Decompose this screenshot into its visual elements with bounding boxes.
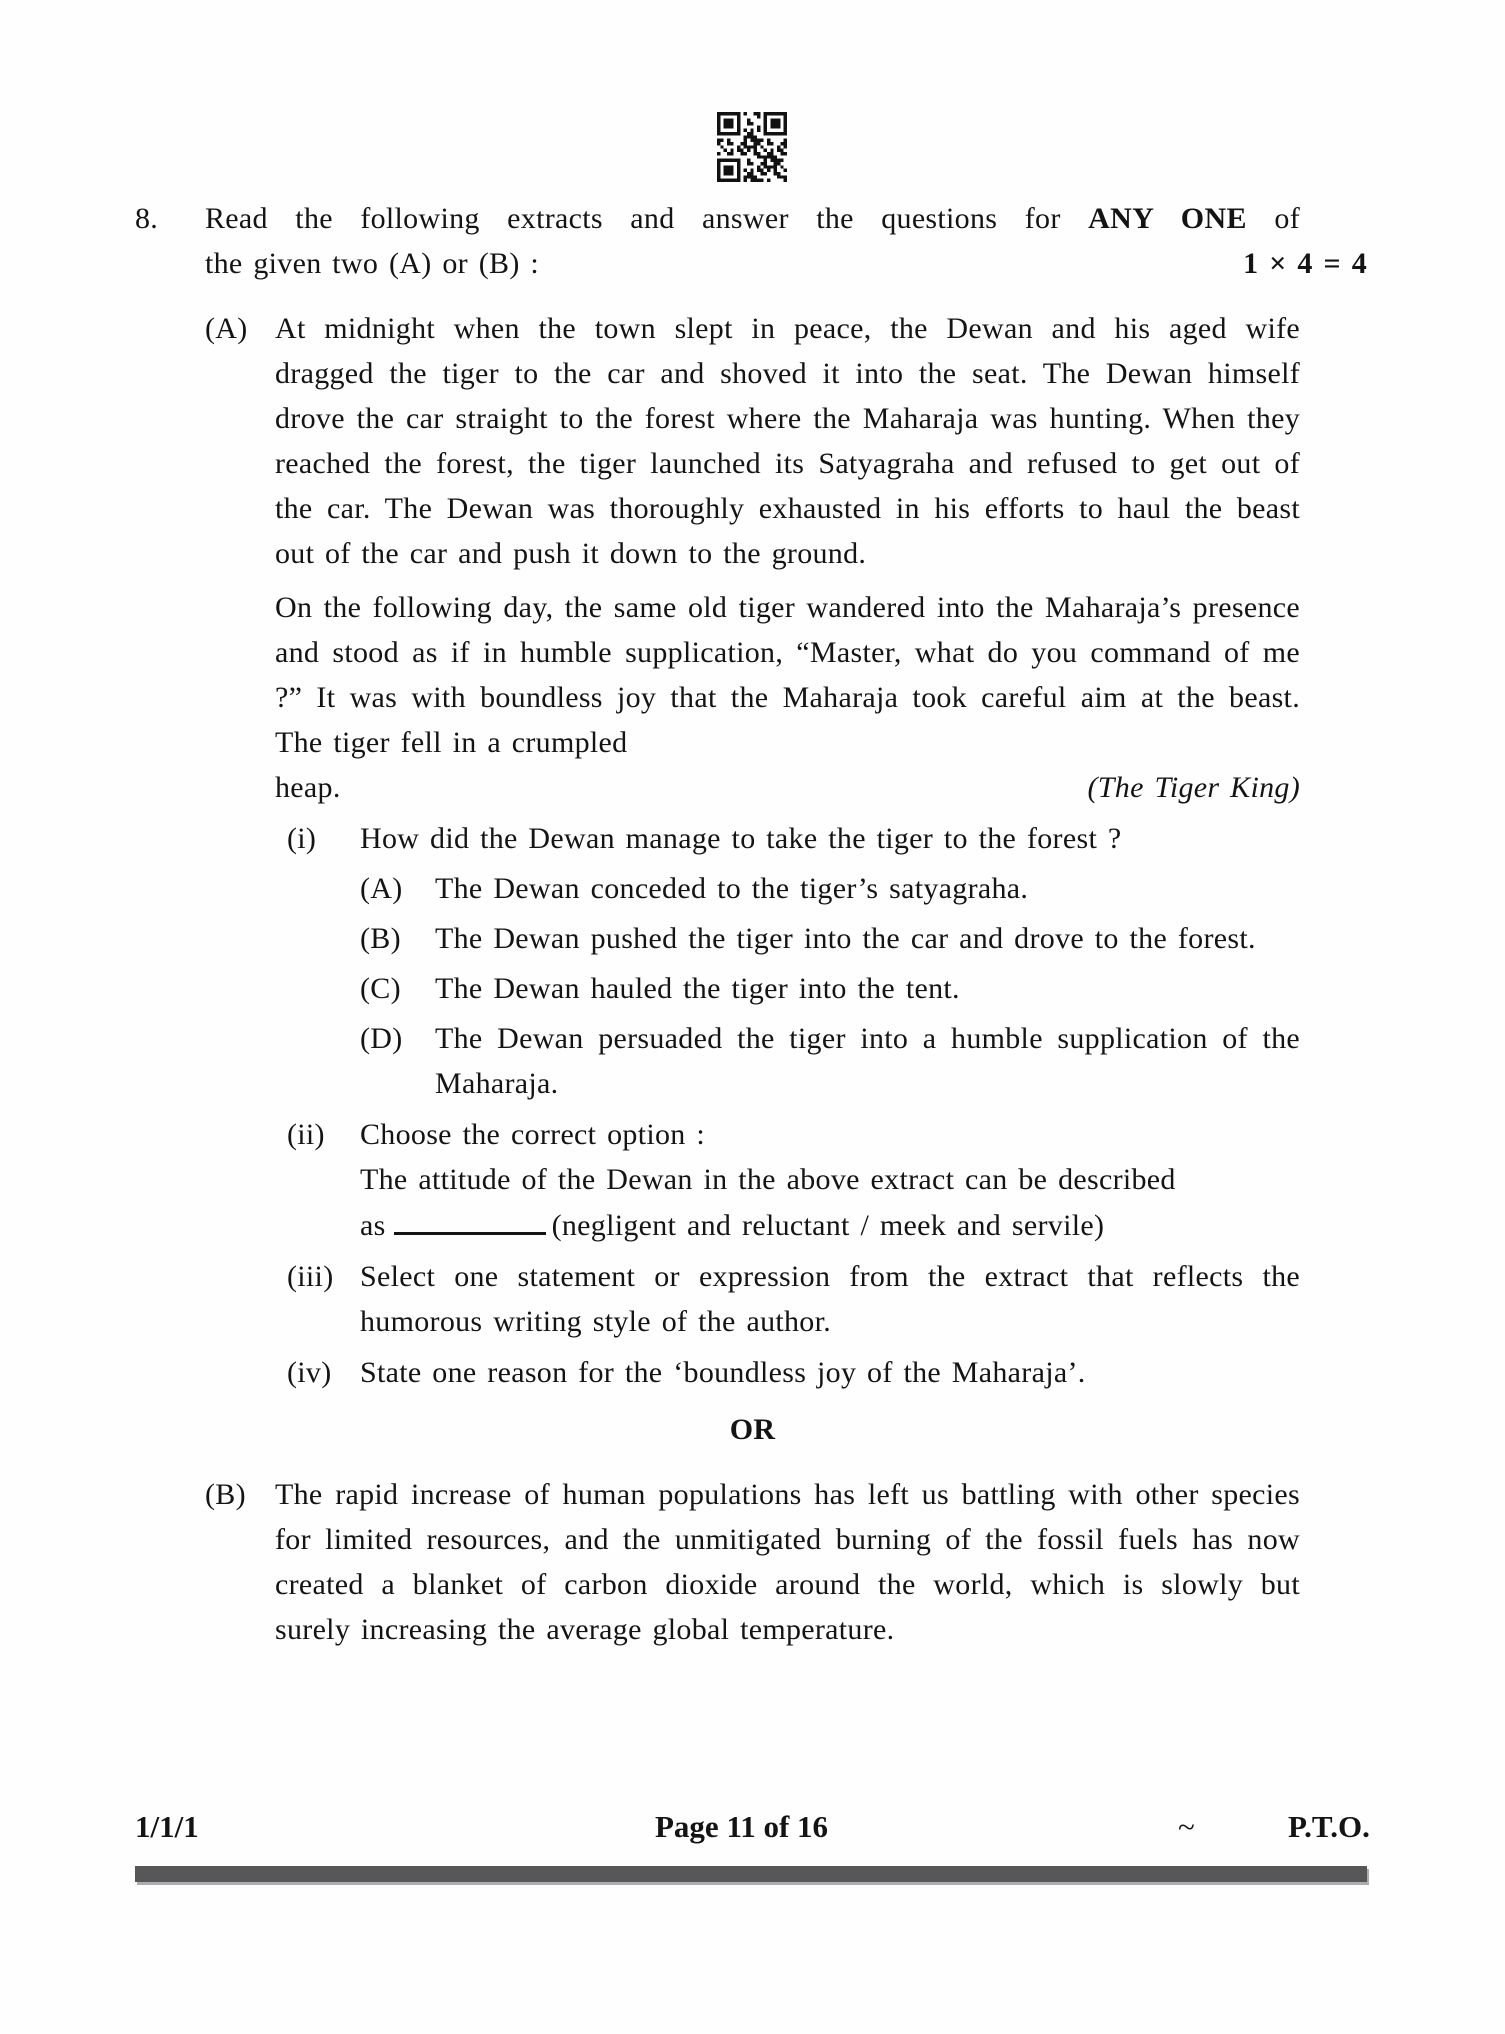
sub-question-iv bbox=[287, 1350, 1300, 1395]
sub-question-i-text: How did the Dewan manage to take the tiger to the forest ? bbox=[360, 822, 1122, 855]
footer-divider-bar bbox=[135, 1866, 1367, 1882]
option-a-text: The Dewan conceded to the tiger’s satyagraha. bbox=[435, 872, 1029, 905]
sub-question-ii-line1: Choose the correct option : bbox=[360, 1118, 706, 1151]
extract-b-label: (B) bbox=[205, 1478, 246, 1511]
extract-b-paragraph-1: The rapid increase of human populations has left us battling with other species for limited resources, and the unmitigated burning of the fossil fuels has now created a blanket of carbon dioxide around the world, which is slowly but surely increasing the average global temperature. bbox=[275, 1478, 1300, 1646]
sub-question-iii-text: Select one statement or expression from the extract that reflects the humorous writing style of the author. bbox=[360, 1260, 1300, 1338]
option-a-label: (A) bbox=[360, 872, 403, 905]
question-intro-line2: the given two (A) or (B) : bbox=[205, 247, 540, 280]
intro-text: Read the following extracts and answer the questions for bbox=[205, 202, 1089, 235]
fill-in-blank-line bbox=[394, 1202, 546, 1235]
page-content bbox=[135, 196, 1367, 1652]
option-c bbox=[360, 966, 1300, 1011]
sub-question-i bbox=[287, 816, 1300, 1106]
option-b-text: The Dewan pushed the tiger into the car and drove to the forest. bbox=[435, 922, 1256, 955]
question-number: 8. bbox=[135, 202, 159, 235]
extract-b bbox=[205, 1472, 1367, 1652]
option-a bbox=[360, 866, 1300, 911]
extract-a-label: (A) bbox=[205, 312, 248, 345]
sub-question-iv-text: State one reason for the ‘boundless joy of the Maharaja’. bbox=[360, 1356, 1086, 1389]
page-number: Page 11 of 16 bbox=[655, 1809, 829, 1844]
source-attribution: (The Tiger King) bbox=[1087, 771, 1300, 804]
sub-question-ii-line2: The attitude of the Dewan in the above extract can be described bbox=[360, 1163, 1176, 1196]
intro-text-post: of bbox=[1246, 202, 1300, 235]
option-b bbox=[360, 916, 1300, 961]
footer-tilde: ~ bbox=[1178, 1809, 1195, 1844]
sub-question-iv-number: (iv) bbox=[287, 1356, 332, 1389]
option-d-label: (D) bbox=[360, 1022, 403, 1055]
question-intro-line1 bbox=[205, 196, 1300, 241]
extract-a-paragraph-2: On the following day, the same old tiger wandered into the Maharaja’s presence and stood as if in humble supplication, “Master, what do you command of me ?” It was with boundless joy that the Maharaja took careful aim at the beast. The tiger fell in a crumpled bbox=[275, 591, 1300, 759]
extract-a-paragraph-2-last: heap. bbox=[275, 771, 341, 804]
option-c-label: (C) bbox=[360, 972, 401, 1005]
marks-allocation: 1 × 4 = 4 bbox=[1243, 247, 1367, 280]
sub-question-i-number: (i) bbox=[287, 822, 317, 855]
question-8 bbox=[135, 196, 1367, 1652]
or-separator: OR bbox=[729, 1413, 776, 1446]
sub-question-ii bbox=[287, 1112, 1300, 1248]
pto-label: P.T.O. bbox=[1288, 1809, 1370, 1844]
extract-a-paragraph-1: At midnight when the town slept in peace, the Dewan and his aged wife dragged the tiger to the car and shoved it into the seat. The Dewan himself drove the car straight to the forest where the Maharaja was hunting. When they reached the forest, the tiger launched its Satyagraha and refused to get out of the car. The Dewan was thoroughly exhausted in his efforts to haul the beast out of the car and push it down to the ground. bbox=[275, 312, 1300, 570]
sub-question-ii-line3-pre: as bbox=[360, 1209, 386, 1242]
extract-a bbox=[205, 306, 1367, 1395]
sub-question-iii bbox=[287, 1254, 1300, 1344]
option-b-label: (B) bbox=[360, 922, 401, 955]
sub-question-ii-line3-post: (negligent and reluctant / meek and servile) bbox=[551, 1209, 1105, 1242]
option-d bbox=[360, 1016, 1300, 1106]
sub-question-ii-number: (ii) bbox=[287, 1118, 325, 1151]
option-c-text: The Dewan hauled the tiger into the tent. bbox=[435, 972, 960, 1005]
sub-question-iii-number: (iii) bbox=[287, 1260, 334, 1293]
page-footer bbox=[0, 1804, 1505, 1849]
paper-code: 1/1/1 bbox=[135, 1809, 199, 1844]
option-d-text: The Dewan persuaded the tiger into a humble supplication of the Maharaja. bbox=[435, 1022, 1300, 1100]
qr-code-icon bbox=[717, 112, 787, 182]
intro-bold-text: ANY ONE bbox=[1088, 202, 1247, 235]
